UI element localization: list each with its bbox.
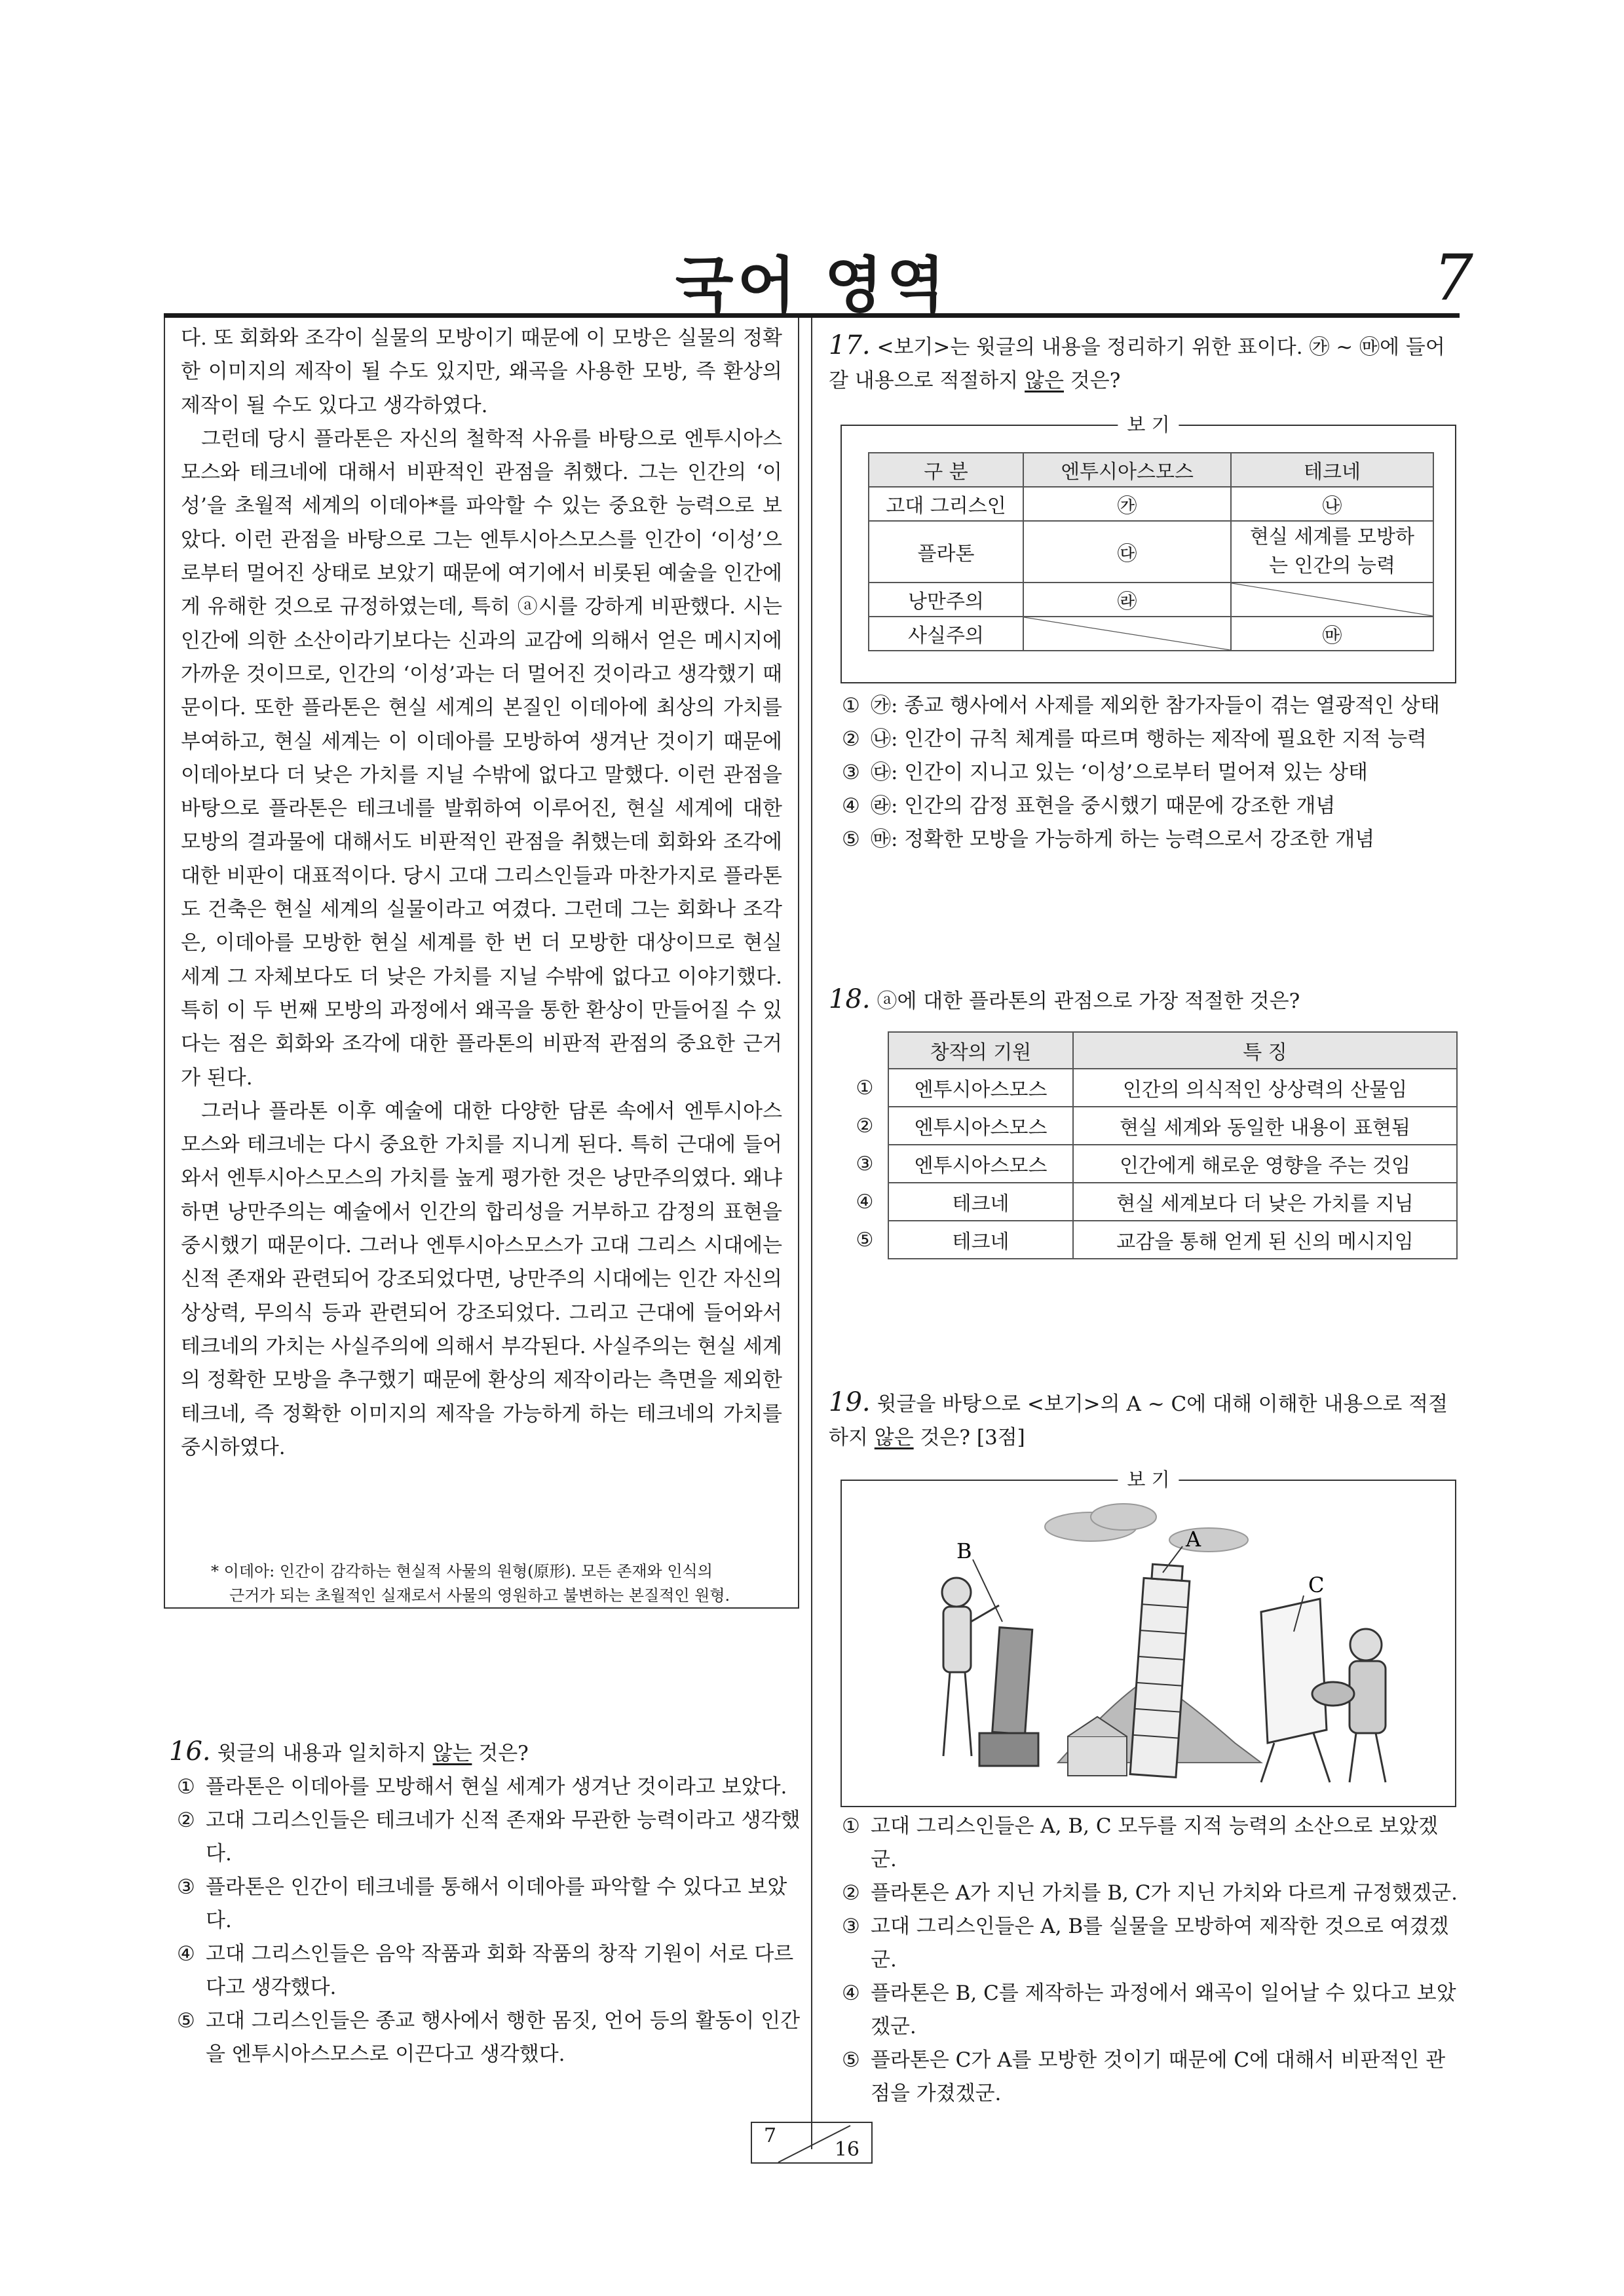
footnote — [211, 1559, 782, 1608]
q18-corner — [842, 1032, 888, 1069]
q18-origin-cell: 테크네 — [888, 1221, 1073, 1259]
q17-cell: ㉮ — [1023, 487, 1231, 521]
q18-origin-cell: 엔투시아스모스 — [888, 1107, 1073, 1145]
option-mark: ③ — [842, 761, 860, 784]
option-mark: ③ — [842, 1915, 860, 1938]
q19-bogi-box — [840, 1468, 1456, 1807]
question-19-number: 19. — [829, 1387, 871, 1417]
q17-option-5[interactable] — [842, 823, 1458, 856]
question-17-number: 17. — [829, 330, 871, 360]
option-text: 고대 그리스인들은 음악 작품과 회화 작품의 창작 기원이 서로 다르다고 생각했다. — [206, 1942, 794, 1999]
q18-stem-text: ⓐ에 대한 플라톤의 관점으로 가장 적절한 것은? — [877, 989, 1300, 1013]
q17-row-label: 플라톤 — [869, 521, 1023, 583]
pisa-tower-illustration — [842, 1481, 1455, 1806]
page-title: 국어 영역 — [675, 250, 949, 320]
q18-option-1[interactable] — [842, 1069, 1457, 1107]
option-text: 고대 그리스인들은 A, B를 실물을 모방하여 제작한 것으로 여겼겠군. — [871, 1915, 1449, 1972]
question-17-options — [842, 689, 1458, 856]
q16-option-1[interactable] — [177, 1770, 803, 1804]
q17-row-label: 낭만주의 — [869, 583, 1023, 617]
q17-option-4[interactable] — [842, 790, 1458, 823]
q18-option-3[interactable] — [842, 1145, 1457, 1183]
question-19-options — [842, 1810, 1458, 2111]
bogi-label: 보 기 — [1118, 1466, 1179, 1493]
question-16-number: 16. — [169, 1736, 211, 1767]
option-text: 플라톤은 인간이 테크네를 통해서 이데아를 파악할 수 있다고 보았다. — [206, 1875, 787, 1932]
option-mark: ④ — [842, 1981, 860, 2005]
q16-option-5[interactable] — [177, 2004, 803, 2071]
option-mark: ⑤ — [856, 1228, 874, 1252]
option-text: 고대 그리스인들은 테크네가 신적 존재와 무관한 능력이라고 생각했다. — [206, 1808, 801, 1866]
footer-page-indicator — [751, 2122, 873, 2164]
question-18-number: 18. — [829, 984, 871, 1014]
q18-table — [842, 1031, 1458, 1259]
question-18-stem — [829, 983, 1458, 1018]
q19-stem-text: 윗글을 바탕으로 <보기>의 A ~ C에 대해 이해한 내용으로 적절하지 — [829, 1392, 1448, 1449]
q19-stem-tail: 것은? [3점] — [913, 1426, 1025, 1449]
q18-origin-cell: 테크네 — [888, 1183, 1073, 1221]
q17-empty-cell — [1231, 583, 1433, 617]
label-c: C — [1308, 1573, 1325, 1598]
q18-feature-cell: 인간에게 해로운 영향을 주는 것임 — [1073, 1145, 1457, 1183]
option-text: 고대 그리스인들은 A, B, C 모두를 지적 능력의 소산으로 보았겠군. — [871, 1814, 1439, 1871]
footnote-line-1: * 이데아: 인간이 감각하는 현실적 사물의 원형(原形). 모든 존재와 인식의 — [211, 1562, 713, 1580]
question-17-stem — [829, 329, 1458, 398]
q17-cell: ㉲ — [1231, 617, 1433, 651]
column-divider — [811, 318, 812, 2149]
q18-option-4[interactable] — [842, 1183, 1457, 1221]
q17-row-label: 고대 그리스인 — [869, 487, 1023, 521]
option-text: 고대 그리스인들은 종교 행사에서 행한 몸짓, 언어 등의 활동이 인간을 엔투시아스모스로 이끈다고 생각했다. — [206, 2009, 801, 2066]
q18-origin-cell: 엔투시아스모스 — [888, 1145, 1073, 1183]
q17-stem-underline: 않은 — [1025, 369, 1064, 392]
option-mark: ⑤ — [842, 828, 860, 851]
q16-option-2[interactable] — [177, 1804, 803, 1871]
option-mark: ② — [842, 1881, 860, 1905]
option-text: 플라톤은 A가 지닌 가치를 B, C가 지닌 가치와 다르게 규정했겠군. — [871, 1881, 1458, 1905]
q17-option-2[interactable] — [842, 723, 1458, 756]
option-mark: ① — [842, 1814, 860, 1838]
q19-option-2[interactable] — [842, 1877, 1458, 1910]
q18-feature-cell: 교감을 통해 얻게 된 신의 메시지임 — [1073, 1221, 1457, 1259]
option-text: 플라톤은 C가 A를 모방한 것이기 때문에 C에 대해서 비판적인 관점을 가졌겠군. — [871, 2048, 1446, 2105]
q18-header-feature: 특 징 — [1073, 1032, 1457, 1069]
diagonal-line — [1232, 583, 1433, 616]
footer-current-page: 7 — [764, 2124, 777, 2147]
option-text: ㉱: 인간의 감정 표현을 중시했기 때문에 강조한 개념 — [871, 794, 1336, 818]
footnote-line-2: 근거가 되는 초월적인 실재로서 사물의 영원하고 불변하는 본질적인 원형. — [229, 1586, 730, 1605]
question-16-options — [177, 1770, 803, 2071]
q17-cell: ㉯ — [1231, 487, 1433, 521]
q17-row-label: 사실주의 — [869, 617, 1023, 651]
q17-empty-cell — [1023, 617, 1231, 651]
q17-cell: ㉰ — [1023, 521, 1231, 583]
q18-feature-cell: 인간의 의식적인 상상력의 산물임 — [1073, 1069, 1457, 1107]
q19-option-4[interactable] — [842, 1977, 1458, 2044]
option-mark: ④ — [177, 1942, 195, 1966]
option-text: ㉯: 인간이 규칙 체계를 따르며 행하는 제작에 필요한 지적 능력 — [871, 727, 1427, 751]
diagonal-line — [1024, 617, 1230, 650]
passage-paragraph-2: 그런데 당시 플라톤은 자신의 철학적 사유를 바탕으로 엔투시아스모스와 테크네에 대해서 비판적인 관점을 취했다. 그는 인간의 ‘이성’을 초월적 세계의 이데아*를 파악할 수 있는 중요한 능력으로 보았다. 이런 관점을 바탕으로 그는 엔투시아스모스를 인간이 ‘이성’으로부터 멀어진 상태로 보았기 때문에 여기에서 비롯된 예술을 인간에게 유해한 것으로 규정하였는데, 특히 ⓐ시를 강하게 비판했다. 시는 인간에 의한 소산이라기보다는 신과의 교감에 의해서 얻은 메시지에 가까운 것이므로, 인간의 ‘이성’과는 더 멀어진 것이라고 생각했기 때문이다. 또한 플라톤은 현실 세계의 본질인 이데아에 최상의 가치를 부여하고, 현실 세계는 이 이데아를 모방하여 생겨난 것이기 때문에 이데아보다 더 낮은 가치를 지닐 수밖에 없다고 말했다. 이런 관점을 바탕으로 플라톤은 테크네를 발휘하여 이루어진, 현실 세계에 대한 모방의 결과물에 대해서도 비판적인 관점을 취했는데 회화와 조각에 대한 비판이 대표적이다. 당시 고대 그리스인들과 마찬가지로 플라톤도 건축은 현실 세계의 실물이라고 여겼다. 그런데 그는 회화나 조각은, 이데아를 모방한 현실 세계를 한 번 더 모방한 대상이므로 현실 세계 그 자체보다도 더 낮은 가치를 지닐 수밖에 없다고 이야기했다. 특히 이 두 번째 모방의 과정에서 왜곡을 통한 환상이 만들어질 수 있다는 점은 회화와 조각에 대한 플라톤의 비판적 관점의 중요한 근거가 된다. — [181, 427, 782, 1090]
q17-cell: ㉱ — [1023, 583, 1231, 617]
q18-feature-cell: 현실 세계보다 더 낮은 가치를 지님 — [1073, 1183, 1457, 1221]
footer-total-pages: 16 — [834, 2138, 859, 2161]
q16-stem-text: 윗글의 내용과 일치하지 — [217, 1742, 433, 1765]
option-mark: ③ — [856, 1152, 874, 1176]
question-16-stem — [169, 1735, 798, 1770]
question-19-stem — [829, 1386, 1458, 1455]
q16-option-4[interactable] — [177, 1938, 803, 2004]
passage-paragraph-1: 다. 또 회화와 조각이 실물의 모방이기 때문에 이 모방은 실물의 정확한 이미지의 제작이 될 수도 있지만, 왜곡을 사용한 모방, 즉 환상의 제작이 될 수도 있다고 생각하였다. — [181, 326, 782, 417]
option-mark: ① — [177, 1775, 195, 1799]
q19-option-1[interactable] — [842, 1810, 1458, 1877]
option-mark: ④ — [842, 794, 860, 818]
q19-option-3[interactable] — [842, 1910, 1458, 1977]
page-number: 7 — [1433, 241, 1473, 315]
option-mark: ② — [177, 1808, 195, 1832]
option-mark: ⑤ — [842, 2048, 860, 2072]
q18-header-origin: 창작의 기원 — [888, 1032, 1073, 1069]
q19-option-5[interactable] — [842, 2044, 1458, 2111]
q18-origin-cell: 엔투시아스모스 — [888, 1069, 1073, 1107]
q18-feature-cell: 현실 세계와 동일한 내용이 표현됨 — [1073, 1107, 1457, 1145]
q17-header-category: 구 분 — [869, 453, 1023, 487]
q17-cell: 현실 세계를 모방하는 인간의 능력 — [1231, 521, 1433, 583]
q19-stem-underline: 않은 — [874, 1426, 914, 1449]
option-mark: ① — [856, 1076, 874, 1100]
reading-passage — [164, 318, 799, 1609]
option-text: ㉲: 정확한 모방을 가능하게 하는 능력으로서 강조한 개념 — [871, 828, 1375, 851]
q17-table — [868, 452, 1434, 651]
option-text: 플라톤은 B, C를 제작하는 과정에서 왜곡이 일어날 수 있다고 보았겠군. — [871, 1981, 1456, 2038]
label-b: B — [956, 1539, 972, 1563]
q18-option-2[interactable] — [842, 1107, 1457, 1145]
q17-bogi-box — [840, 413, 1456, 683]
passage-paragraph-3: 그러나 플라톤 이후 예술에 대한 다양한 담론 속에서 엔투시아스모스와 테크네는 다시 중요한 가치를 지니게 된다. 특히 근대에 들어와서 엔투시아스모스의 가치를 높게 평가한 것은 낭만주의였다. 왜냐하면 낭만주의는 예술에서 인간의 합리성을 거부하고 감정의 표현을 중시했기 때문이다. 그러나 엔투시아스모스가 고대 그리스 시대에는 신적 존재와 관련되어 강조되었다면, 낭만주의 시대에는 인간 자신의 상상력, 무의식 등과 관련되어 강조되었다. 그리고 근대에 들어와서 테크네의 가치는 사실주의에 의해서 부각된다. 사실주의는 현실 세계의 정확한 모방을 추구했기 때문에 환상의 제작이라는 측면을 제외한 테크네, 즉 정확한 이미지의 제작을 가능하게 하는 테크네의 가치를 중시하였다. — [181, 1099, 782, 1459]
option-text: ㉰: 인간이 지니고 있는 ‘이성’으로부터 멀어져 있는 상태 — [871, 761, 1368, 784]
option-text: ㉮: 종교 행사에서 사제를 제외한 참가자들이 겪는 열광적인 상태 — [871, 694, 1440, 718]
q17-option-3[interactable] — [842, 756, 1458, 790]
q17-stem-text: <보기>는 윗글의 내용을 정리하기 위한 표이다. ㉮ ~ ㉲에 들어갈 내용으로 적절하지 — [829, 335, 1445, 392]
option-mark: ② — [856, 1114, 874, 1138]
q17-stem-tail: 것은? — [1063, 369, 1121, 392]
option-mark: ① — [842, 694, 860, 718]
header-rule — [164, 313, 1460, 318]
option-text: 플라톤은 이데아를 모방해서 현실 세계가 생겨난 것이라고 보았다. — [206, 1775, 787, 1799]
q16-option-3[interactable] — [177, 1871, 803, 1938]
label-a: A — [1186, 1527, 1201, 1552]
option-mark: ④ — [856, 1190, 874, 1214]
option-mark: ② — [842, 727, 860, 751]
option-mark: ⑤ — [177, 2009, 195, 2033]
q18-option-5[interactable] — [842, 1221, 1457, 1259]
bogi-label: 보 기 — [1118, 411, 1179, 438]
q17-header-enthusiasmos: 엔투시아스모스 — [1023, 453, 1231, 487]
q17-option-1[interactable] — [842, 689, 1458, 723]
option-mark: ③ — [177, 1875, 195, 1899]
q16-stem-underline: 않는 — [432, 1742, 472, 1765]
q17-header-techne: 테크네 — [1231, 453, 1433, 487]
q16-stem-tail: 것은? — [472, 1742, 529, 1765]
